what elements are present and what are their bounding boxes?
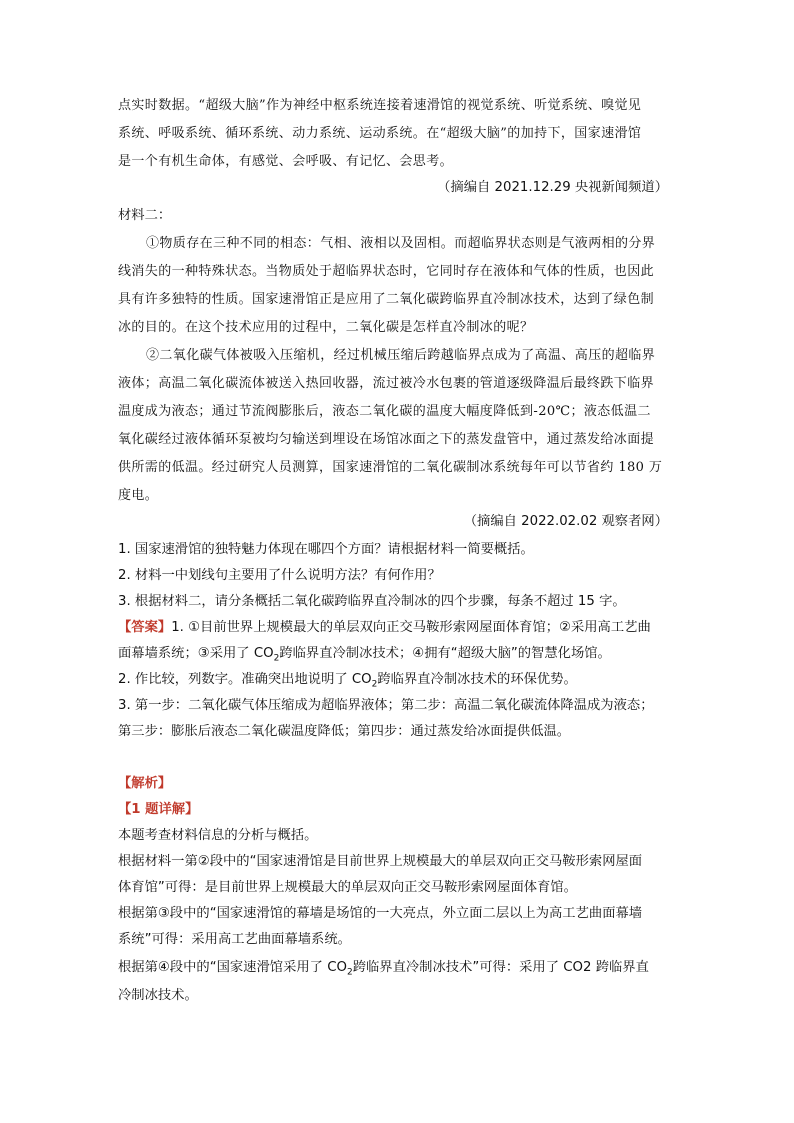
material2-p1-line: ①物质存在三种不同的相态：气相、液相以及固相。而超临界状态则是气液两相的分界 (146, 236, 656, 251)
answer-1b-post: 跨临界直冷制冰技术；④拥有“超级大脑”的智慧化场馆。 (279, 646, 611, 661)
analysis-line: 根据材料一第②段中的“国家速滑馆是目前世界上规模最大的单层双向正交马鞍形索网屋面 (118, 854, 643, 869)
question-1: 1. 国家速滑馆的独特魅力体现在哪四个方面？请根据材料一简要概括。 (118, 542, 534, 557)
co2-subscript: 2 (273, 653, 280, 664)
analysis-line: 本题考查材料信息的分析与概括。 (118, 828, 318, 843)
material2-p2-line: 供所需的低温。经过研究人员测算，国家速滑馆的二氧化碳制冰系统每年可以节省约 180 万 (118, 460, 663, 475)
material2-p2-line: 液体；高温二氧化碳流体被送入热回收器，流过被冷水包裹的管道逐级降温后最终跌下临界 (118, 376, 655, 391)
analysis-line: 系统”可得：采用高工艺曲面幕墙系统。 (118, 932, 351, 947)
answer-2-post: 跨临界直冷制冰技术的环保优势。 (377, 672, 577, 687)
material2-p1-line: 冰的目的。在这个技术应用的过程中，二氧化碳是怎样直冷制冰的呢？ (118, 320, 534, 335)
analysis-last-line: 冷制冰技术。 (118, 988, 198, 1003)
material1-line: 是一个有机生命体，有感觉、会呼吸、有记忆、会思考。 (118, 154, 454, 169)
answer-1-line1 (118, 618, 678, 638)
answer-1b-pre: 面幕墙系统；③采用了 CO (118, 646, 274, 661)
material2-p2-line: 温度成为液态；通过节流阀膨胀后，液态二氧化碳的温度大幅度降低到-20℃；液态低温二 (118, 404, 651, 419)
analysis-co2-post: 跨临界直冷制冰技术”可得：采用了 CO2 跨临界直 (352, 960, 649, 975)
analysis-line: 根据第③段中的“国家速滑馆的幕墙是场馆的一大亮点，外立面二层以上为高工艺曲面幕墙 (118, 906, 643, 921)
answer-3-line1: 3. 第一步：二氧化碳气体压缩成为超临界液体；第二步：高温二氧化碳流体降温成为液态； (118, 698, 654, 713)
analysis-co2-line (118, 958, 678, 978)
material2-p2-line: 度电。 (118, 488, 159, 503)
material2-p2-line: ②二氧化碳气体被吸入压缩机，经过机械压缩后跨越临界点成为了高温、高压的超临界 (146, 348, 656, 363)
analysis-label: 【解析】 (118, 776, 172, 791)
source-citation-1: （摘编自 2021.12.29 央视新闻频道） (437, 180, 668, 195)
detail-1-label: 【1 题详解】 (118, 802, 199, 817)
material2-p2-line: 氧化碳经过液体循环泵被均匀输送到埋设在场馆冰面之下的蒸发盘管中，通过蒸发给冰面提 (118, 432, 655, 447)
question-2: 2. 材料一中划线句主要用了什么说明方法？有何作用？ (118, 568, 441, 583)
source-citation-2: （摘编自 2022.02.02 观察者网） (463, 514, 668, 529)
answer-1-line2 (118, 644, 678, 664)
analysis-line: 体育馆”可得：是目前世界上规模最大的单层双向正交马鞍形索网屋面体育馆。 (118, 880, 577, 895)
answer-label: 【答案】 (118, 620, 172, 635)
answer-1a-text: 1. ①目前世界上规模最大的单层双向正交马鞍形索网屋面体育馆；②采用高工艺曲 (171, 620, 651, 635)
material2-title: 材料二： (118, 208, 172, 223)
analysis-co2-pre: 根据第④段中的“国家速滑馆采用了 CO (118, 960, 347, 975)
answer-2 (118, 670, 678, 690)
material1-line: 点实时数据。“超级大脑”作为神经中枢系统连接着速滑馆的视觉系统、听觉系统、嗅觉见 (118, 98, 642, 113)
material2-p1-line: 具有许多独特的性质。国家速滑馆正是应用了二氧化碳跨临界直冷制冰技术，达到了绿色制 (118, 292, 655, 307)
material2-p1-line: 线消失的一种特殊状态。当物质处于超临界状态时，它同时存在液体和气体的性质，也因此 (118, 264, 655, 279)
co2-subscript: 2 (346, 967, 353, 978)
material1-line: 系统、呼吸系统、循环系统、动力系统、运动系统。在“超级大脑”的加持下，国家速滑馆 (118, 126, 642, 141)
answer-2-pre: 2. 作比较，列数字。准确突出地说明了 CO (118, 672, 372, 687)
question-3: 3. 根据材料二，请分条概括二氧化碳跨临界直冷制冰的四个步骤，每条不超过 15 字。 (118, 594, 626, 609)
answer-3-line2: 第三步：膨胀后液态二氧化碳温度降低；第四步：通过蒸发给冰面提供低温。 (118, 724, 571, 739)
co2-subscript: 2 (371, 679, 378, 690)
